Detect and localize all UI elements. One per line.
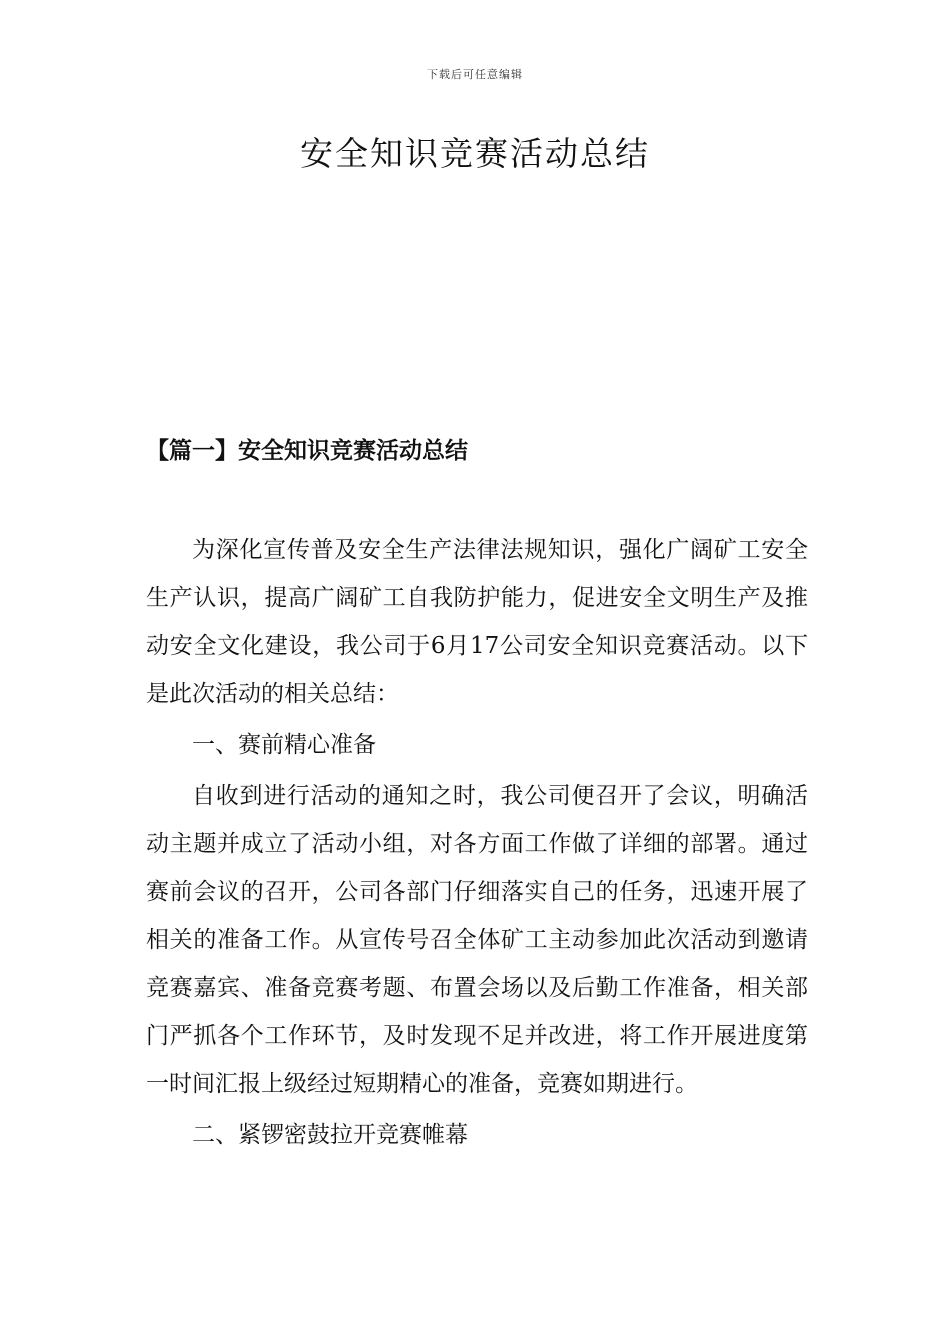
preparation-paragraph: 自收到进行活动的通知之时，我公司便召开了会议，明确活动主题并成立了活动小组，对各方面工作做了详细的部署。通过赛前会议的召开，公司各部门仔细落实自己的任务，迅速开展了相关的准备工作。从宣传号召全体矿工主动参加此次活动到邀请竞赛嘉宾、准备竞赛考题、布置会场以及后勤工作准备，相关部门严抓各个工作环节，及时发现不足并改进，将工作开展进度第一时间汇报上级经过短期精心的准备，竞赛如期进行。 [146,783,808,1097]
subheading-competition: 二、紧锣密鼓拉开竞赛帷幕 [192,1122,468,1148]
header-note: 下载后可任意编辑 [427,68,523,81]
section-heading: 【篇一】安全知识竞赛活动总结 [146,437,468,464]
subheading-preparation: 一、赛前精心准备 [192,732,376,758]
document-title: 安全知识竞赛活动总结 [300,134,650,173]
intro-paragraph: 为深化宣传普及安全生产法律法规知识，强化广阔矿工安全生产认识，提高广阔矿工自我防护能力，促进安全文明生产及推动安全文化建设，我公司于6月17公司安全知识竞赛活动。以下是此次活动的相关总结： [146,537,808,707]
document-body [146,526,808,1162]
